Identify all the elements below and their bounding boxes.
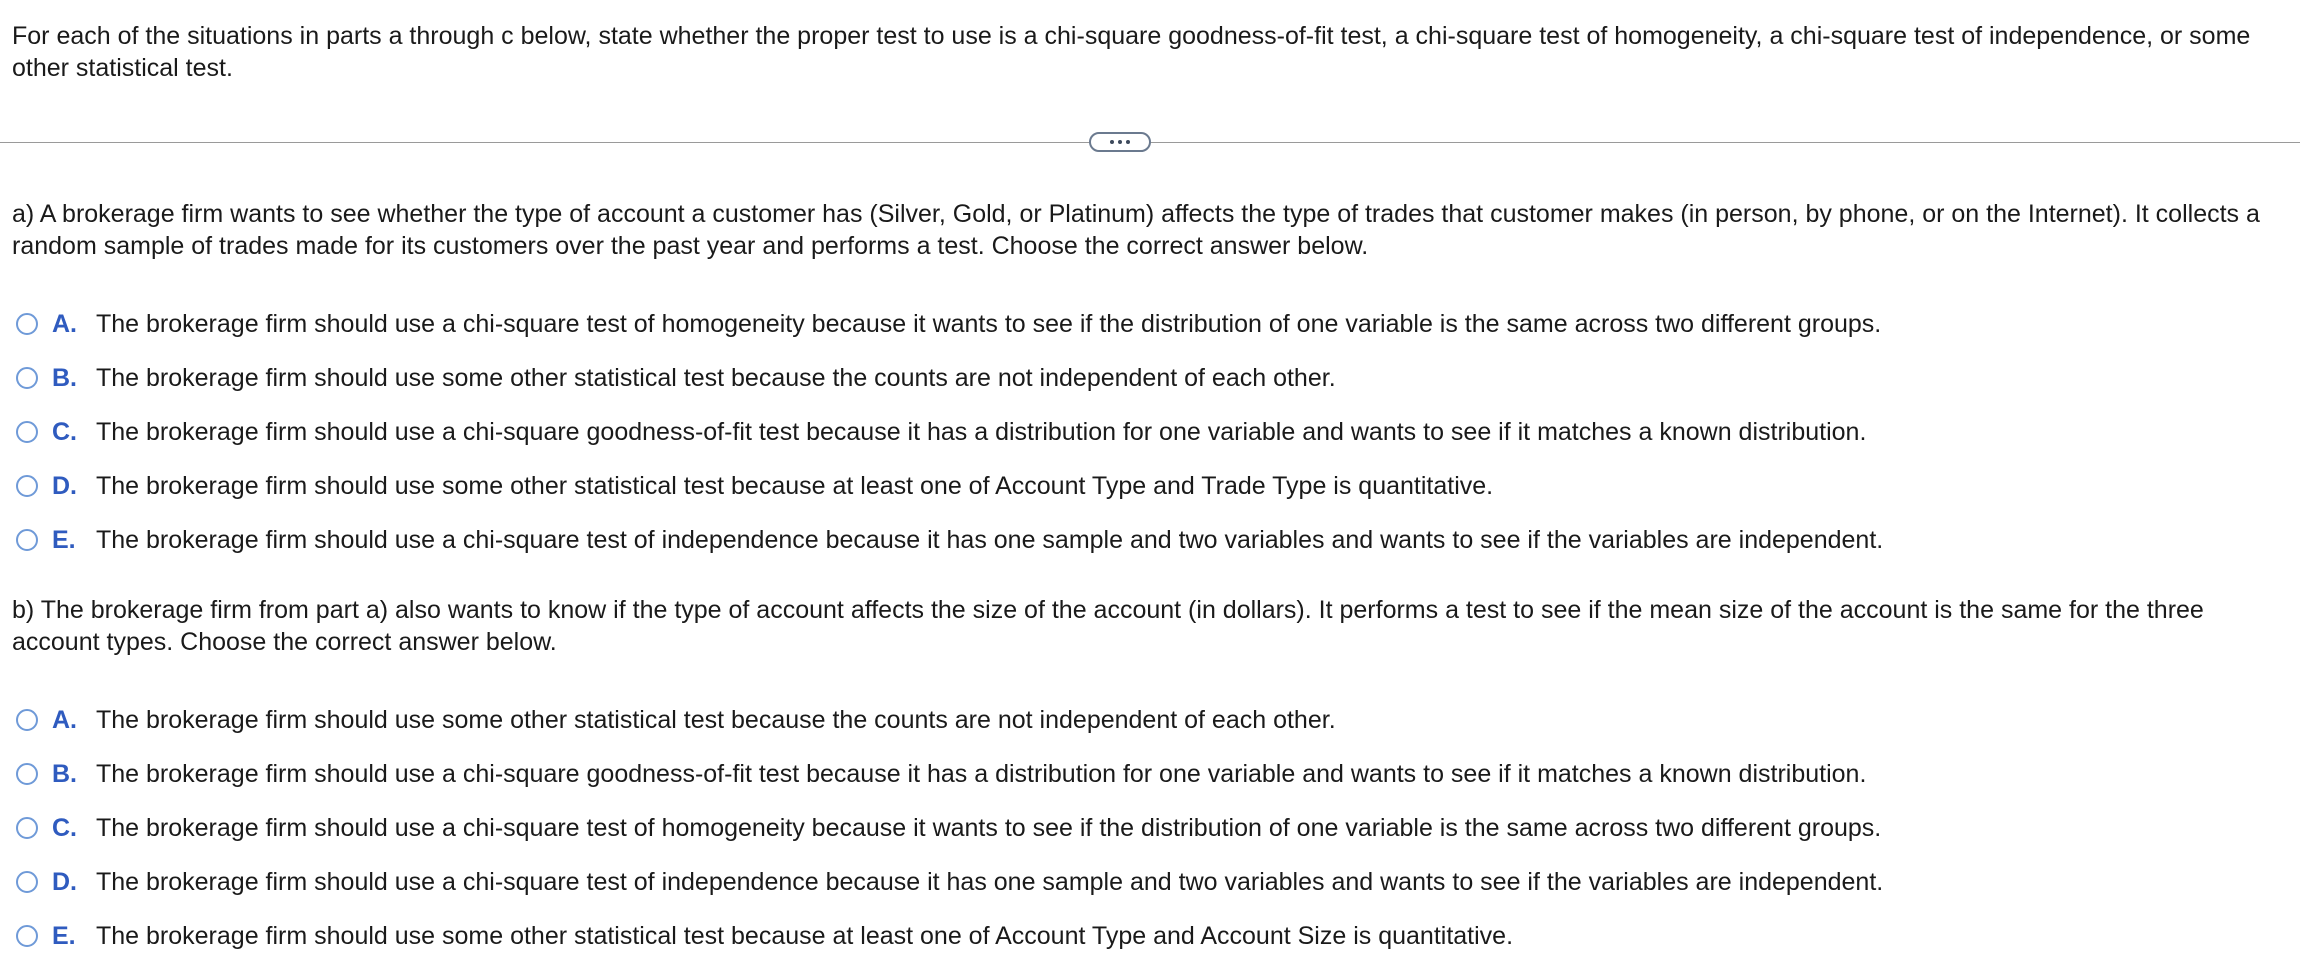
part-b-option-b[interactable]: [16, 758, 1866, 790]
ellipsis-dot: [1118, 140, 1122, 144]
option-letter: E.: [52, 526, 76, 554]
question-a-prompt: a) A brokerage firm wants to see whether the type of account a customer has (Silver, Gold, or Platinum) affects the type of trades that customer makes (in person, by phone, or on the Internet). It collects a random sample of trades made for its customers over the past year and performs a test. Choose the correct answer below.: [12, 200, 2260, 260]
radio-button[interactable]: [16, 421, 38, 443]
option-text: The brokerage firm should use a chi-square goodness-of-fit test because it has a distribution for one variable and wants to see if it matches a known distribution.: [96, 760, 1867, 788]
option-text: The brokerage firm should use a chi-square goodness-of-fit test because it has a distribution for one variable and wants to see if it matches a known distribution.: [96, 418, 1867, 446]
option-text: The brokerage firm should use a chi-square test of independence because it has one sample and two variables and wants to see if the variables are independent.: [96, 526, 1884, 554]
option-text: The brokerage firm should use a chi-square test of independence because it has one sample and two variables and wants to see if the variables are independent.: [96, 868, 1884, 896]
radio-button[interactable]: [16, 709, 38, 731]
part-b-option-a[interactable]: [16, 704, 1336, 736]
expand-more-button[interactable]: [1089, 132, 1151, 152]
radio-button[interactable]: [16, 475, 38, 497]
option-letter: E.: [52, 922, 76, 950]
option-text: The brokerage firm should use some other statistical test because at least one of Account Type and Trade Type is quantitative.: [96, 472, 1494, 500]
option-letter: B.: [52, 364, 77, 392]
part-a-option-c[interactable]: [16, 416, 1866, 448]
radio-button[interactable]: [16, 367, 38, 389]
part-b-option-e[interactable]: [16, 920, 1513, 952]
option-text: The brokerage firm should use some other statistical test because the counts are not independent of each other.: [96, 364, 1336, 392]
option-text: The brokerage firm should use a chi-square test of homogeneity because it wants to see if the distribution of one variable is the same across two different groups.: [96, 310, 1882, 338]
option-letter: B.: [52, 760, 77, 788]
part-a-option-d[interactable]: [16, 470, 1493, 502]
ellipsis-icon: [1110, 140, 1114, 144]
option-letter: D.: [52, 868, 77, 896]
ellipsis-dot: [1126, 140, 1130, 144]
radio-button[interactable]: [16, 763, 38, 785]
part-b-option-d[interactable]: [16, 866, 1883, 898]
radio-button[interactable]: [16, 871, 38, 893]
option-letter: A.: [52, 706, 77, 734]
option-text: The brokerage firm should use some other statistical test because the counts are not independent of each other.: [96, 706, 1336, 734]
instructions-text: For each of the situations in parts a through c below, state whether the proper test to use is a chi-square goodness-of-fit test, a chi-square test of homogeneity, a chi-square test of independence, or some other statistical test.: [12, 22, 2251, 82]
option-text: The brokerage firm should use a chi-square test of homogeneity because it wants to see if the distribution of one variable is the same across two different groups.: [96, 814, 1882, 842]
question-b-prompt: b) The brokerage firm from part a) also wants to know if the type of account affects the size of the account (in dollars). It performs a test to see if the mean size of the account is the same for the three account types. Choose the correct answer below.: [12, 596, 2204, 656]
radio-button[interactable]: [16, 529, 38, 551]
part-a-option-b[interactable]: [16, 362, 1336, 394]
radio-button[interactable]: [16, 925, 38, 947]
part-a-option-a[interactable]: [16, 308, 1881, 340]
option-letter: C.: [52, 814, 77, 842]
radio-button[interactable]: [16, 817, 38, 839]
option-text: The brokerage firm should use some other statistical test because at least one of Account Type and Account Size is quantitative.: [96, 922, 1514, 950]
part-b-option-c[interactable]: [16, 812, 1881, 844]
option-letter: C.: [52, 418, 77, 446]
part-a-option-e[interactable]: [16, 524, 1883, 556]
option-letter: D.: [52, 472, 77, 500]
option-letter: A.: [52, 310, 77, 338]
radio-button[interactable]: [16, 313, 38, 335]
